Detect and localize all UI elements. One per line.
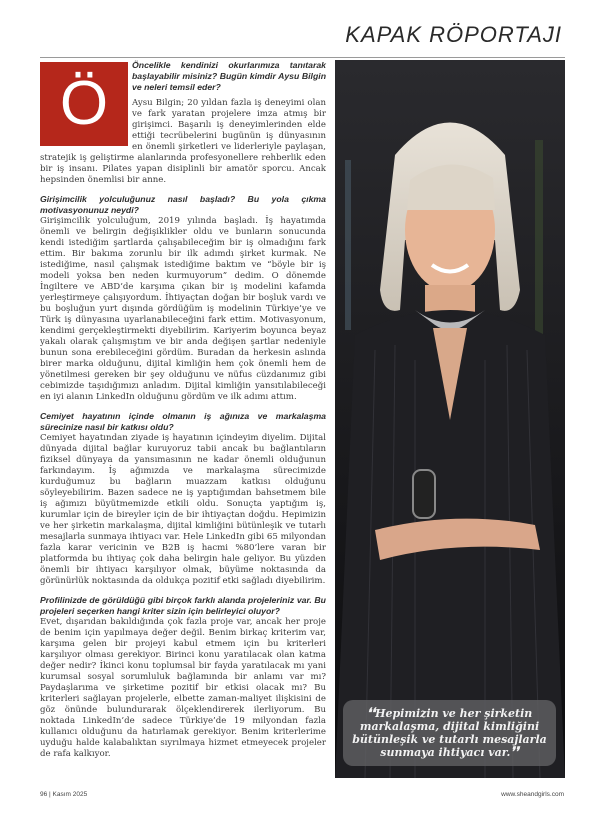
- pull-quote-text: Hepimizin ve her şirketin markalaşma, dijital kimliğini bütünleşik ve tutarlı mesajlarla sunmaya ihtiyacı var.: [352, 707, 547, 759]
- question-1: Öncelikle kendinizi okurlarımıza tanıtarak başlayabilir misiniz? Bugün kimdir Aysu Bilgin ve neleri temsil eder?: [132, 60, 326, 92]
- question-3: Cemiyet hayatının içinde olmanın iş ağınıza ve markalaşma sürecinize nasıl bir katkısı oldu?: [40, 411, 326, 432]
- answer-3: Cemiyet hayatından ziyade iş hayatının içindeyim diyelim. Dijital dünyada dijital bağlar kuruyoruz tabii ancak bu bağlantıların fiziksel dünyaya da yansımasının ne kadar önemli olduğunun farkındayım. İş ağımızda ve markalaşma sürecimizde kurduğumuz bu bağların muazzam katkısı olduğunu söyleyebilirim. Bazen sadece ne iş yaptığımdan bahsetmem bile iş ağımızı büyütmemizde etkili oldu. Sonuçta yaptığım iş, kurumlar için de bireyler için de bir ihtiyaçtan doğdu. Hepimizin ve her şirketin markalaşma, dijital kimliğini bütünleşik ve tutarlı mesajlarla sunmaya ihtiyacı var. Hele LinkedIn gibi 65 milyondan fazla karar vericinin ve B2B iş hacmi %80’lere varan bir platformda bu ihtiyaç çok daha belirgin hale geliyor. Bu yüzden önemli bir ihtiyacı karşılıyor olmak, büyüme noktasında da görünürlük noktasında da oldukça pozitif etki sağladı diyebilirim.: [40, 433, 326, 586]
- portrait-photo: [335, 60, 565, 778]
- footer-website: www.sheandgirls.com: [501, 791, 564, 798]
- article-column: [40, 60, 326, 760]
- dropcap-letter: Ö: [40, 62, 128, 146]
- pull-quote: [343, 700, 556, 766]
- section-title: KAPAK RÖPORTAJI: [345, 22, 562, 47]
- quote-close-icon: ❜❜: [510, 745, 519, 760]
- issue-date: Kasım 2025: [52, 791, 88, 798]
- question-2: Girişimcilik yolculuğunuz nasıl başladı? Bu yola çıkma motivasyonunuz neydi?: [40, 194, 326, 215]
- header-rule: [40, 57, 565, 58]
- page-number: 96: [40, 791, 48, 798]
- question-4: Profilinizde de görüldüğü gibi birçok farklı alanda projeleriniz var. Bu projeleri seçerken hangi kriter sizin için belirleyici oluyor?: [40, 595, 326, 616]
- quote-open-icon: ❛❛: [366, 706, 376, 721]
- portrait-illustration: [335, 60, 565, 778]
- answer-1: Aysu Bilgin; 20 yıldan fazla iş deneyimi olan ve fark yaratan projelere imza atmış bir girişimci. Başarılı iş deneyimlerinden elde ettiği tecrübelerini bugünün iş dünyasının en önemli şirketleri ve liderleriyle paylaşan, stratejik iş geliştirme alanlarında profesyonellere rehberlik eden bir iş insanı. Pilates yapan disiplinli bir amatör sporcu. Ancak hepsinden önemlisi bir anne.: [40, 98, 326, 185]
- answer-4: Evet, dışarıdan bakıldığında çok fazla proje var, ancak her proje de benim için yapılmaya değer değil. Benim birkaç kriterim var, karşıma gelen bir projeyi kabul etmem için bu kriterleri karşılıyor olması gerekiyor. Birinci konu yaratılacak olan katma değer nedir? İkinci konu toplumsal bir fayda yaratılacak mı yani kurumsal sosyal sorumluluk bağlamında bir anlamı var mı? Paydaşlarıma ve şirketime pozitif bir etkisi olacak mı? Bu kriterleri sağlayan projelerle, elbette zaman-maliyet ilişkisini de göz önünde bulundurarak ölçeklendirerek ilerliyorum. Bu noktada LinkedIn’de sadece Türkiye’de 19 milyondan fazla kullanıcı olduğunu da hatırlamak gerekiyor. Benim kriterlerime uyduğu halde kalabalıktan sıyrılmaya hizmet etmeyecek projeler de rafa kalkıyor.: [40, 617, 326, 759]
- footer-page-info: 96 | Kasım 2025: [40, 791, 88, 798]
- answer-2: Girişimcilik yolculuğum, 2019 yılında başladı. İş hayatımda önemli ve belirgin değişiklikler oldu ve bunların sonucunda kendi istediğim şartlarda çalışabileceğim bir iş olmadığını fark ettim. Bir bakıma zorunlu bir ilk adımdı şirket kurmak. Ne istediğime, nasıl çalışmak istediğime baktım ve “böyle bir iş modeli yoksa ben neden kurmuyorum” dedim. O dönemde İngiltere ve ABD’de karşıma çıkan bir iş modelini kafamda yerleştirmeye çalışıyordum. İhtiyaçtan doğan bir boşluk vardı ve bu boşluğun yurt dışında gördüğüm iş modelinin Türkiye’ye ve Türk iş dünyasına uyarlanabileceğini fark ettim. Motivasyonum, kendimi gerçekleştirmekti diyebilirim. Kariyerim boyunca beyaz yakalı olarak çalışmıştım ve bir anda değişen şartlar nedeniyle bunun sona erebileceğini gördüm. Buradan da herkesin aslında birer marka olduğunu, dijital kimliğin hem çok önemli hem de yönetilmesi gereken bir şey olduğunu ve nüfus cüzdanımız gibi cebimizde taşıdığımızı anladım. Dijital kimliğin yansıtılabileceği en iyi alanın LinkedIn olduğunu gördüm ve ilk adımı attım.: [40, 216, 326, 402]
